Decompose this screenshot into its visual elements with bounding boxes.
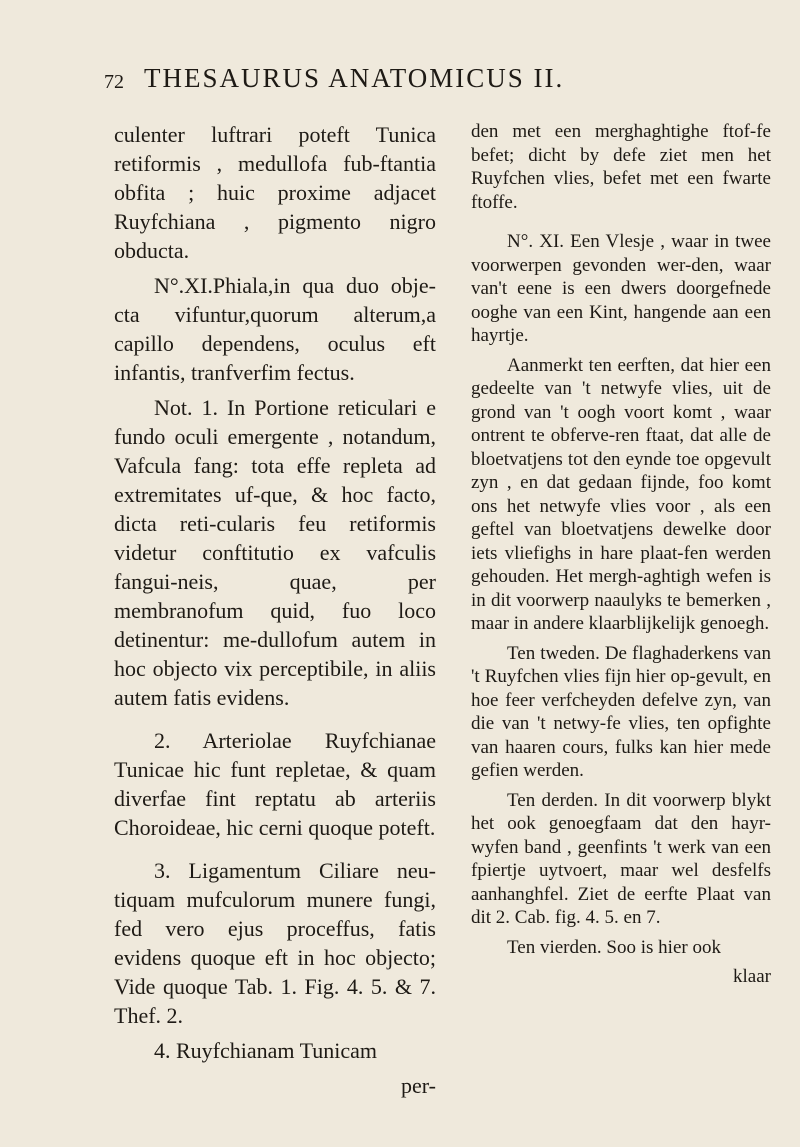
dutch-catchword: klaar [733, 966, 771, 987]
latin-note-4: 4. Ruyfchianam Tunicam [154, 1038, 378, 1063]
dutch-column [471, 120, 771, 989]
latin-column [114, 120, 436, 1100]
latin-note-1: Not. 1. In Portione reticulari e fundo oculi emergente , notandum, Vafcula fang: tota effe repleta ad extremitates uf-que, & hoc facto, dicta reti-cularis feu retiformis videtur conftitutio ex vafculis fangui-neis, quae, per membranofum quid, fuo loco detinentur: me-dullofum autem in hoc objecto vix perceptibile, in aliis autem fatis evidens. [114, 395, 436, 710]
dutch-note-2: Ten tweden. De flaghaderkens van 't Ruyfchen vlies fijn hier op-gevult, en hoe feer verfcheyden defelve zyn, van die van 't netwy-fe vlies, ten opfighte van haaren cours, fulks kan hier mede gefien werden. [471, 642, 771, 781]
latin-item-xi: N°.XI.Phiala,in qua duo obje-cta vifuntur,quorum alterum,a capillo dependens, oculus eft infantis, tranfverfim fectus. [114, 273, 436, 385]
latin-paragraph-continued: culenter luftrari poteft Tunica retiformis , medullofa fub-ftantia obfita ; huic proxime adjacet Ruyfchiana , pigmento nigro obducta. [114, 122, 436, 263]
running-header [104, 63, 784, 103]
dutch-note-4: Ten vierden. Soo is hier ook [507, 936, 721, 958]
latin-note-2: 2. Arteriolae Ruyfchianae Tunicae hic funt repletae, & quam diverfae fint reptatu ab arteriis Choroideae, hic cerni quoque poteft. [114, 728, 436, 840]
page-number: 72 [104, 71, 124, 93]
dutch-item-xi: N°. XI. Een Vlesje , waar in twee voorwerpen gevonden wer-den, waar van't eene is een dwers doorgefnede ooghe van een Kint, hangende aan een hayrtje. [471, 231, 771, 346]
dutch-note-1: Aanmerkt ten eerften, dat hier een gedeelte van 't netwyfe vlies, uit de grond van 't oogh voort komt , waar ontrent te obferve-ren ftaat, dat alle de bloetvatjens tot den eynde toe opgevult zyn , en dat gedaan fijnde, foo komt ons het netwyfe vlies voor , als een geftel van bloetvatjens dewelke door iets vliefighs in hare plaat-fen werden gehouden. Het mergh-aghtigh wefen is in dit voorwerp naaulyks te bemerken , maar in andere klaarblijkelijk genoegh. [471, 354, 771, 634]
latin-note-3: 3. Ligamentum Ciliare neu-tiquam mufculorum munere fungi, fed vero ejus proceffus, fatis evidens quoque eft in hoc objecto; Vide quoque Tab. 1. Fig. 4. 5. & 7. Thef. 2. [114, 858, 436, 1028]
dutch-note-3: Ten derden. In dit voorwerp blykt het ook genoegfaam dat den hayr-wyfen band , geenfints 't werk van een fpiertje uytvoert, maar wel desfelfs aanhanghfel. Ziet de eerfte Plaat van dit 2. Cab. fig. 4. 5. en 7. [471, 789, 771, 928]
running-title: THESAURUS ANATOMICUS II. [144, 63, 565, 93]
dutch-paragraph-continued: den met een merghaghtighe ftof-fe befet; dicht by defe ziet men het Ruyfchen vlies, befet met een fwarte ftoffe. [471, 121, 771, 213]
latin-catchword: per- [401, 1073, 436, 1098]
